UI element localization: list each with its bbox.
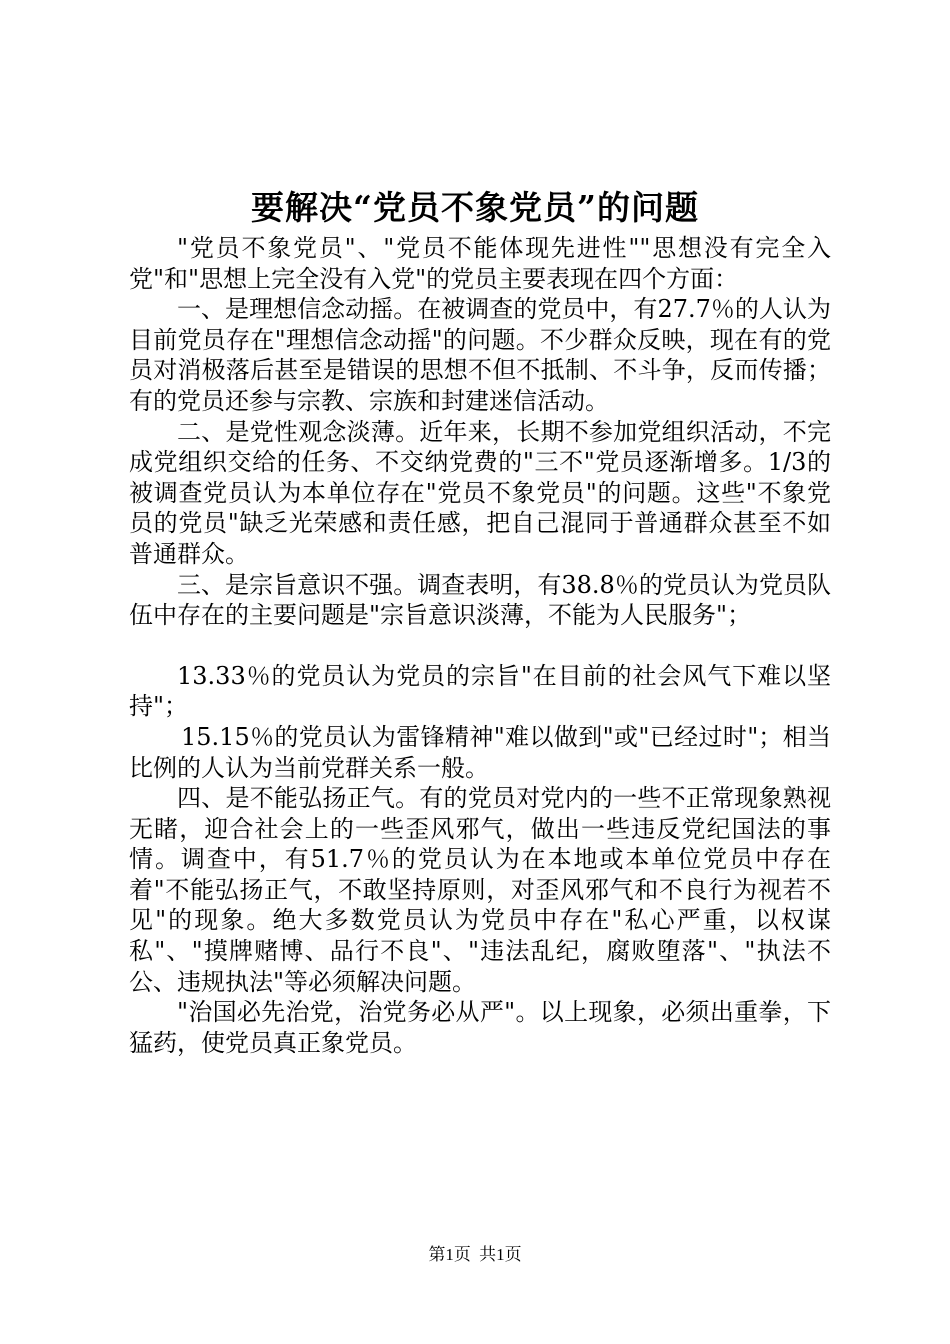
paragraph-point-four: 四、是不能弘扬正气。有的党员对党内的一些不正常现象熟视无睹，迎合社会上的一些歪风邪气，做出一些违反党纪国法的事情。调查中，有51.7％的党员认为在本地或本单位党员中存在着"不能弘扬正气，不敢坚持原则，对歪风邪气和不良行为视若不见"的现象。绝大多数党员认为党员中存在"私心严重，以权谋私"、"摸牌赌博、品行不良"、"违法乱纪，腐败堕落"、"执法不公、违规执法"等必须解决问题。 [129, 784, 831, 996]
paragraph-point-three-stat-a: 13.33％的党员认为党员的宗旨"在目前的社会风气下难以坚持"； [129, 661, 831, 721]
paragraph-point-one: 一、是理想信念动摇。在被调查的党员中，有27.7％的人认为目前党员存在"理想信念动摇"的问题。不少群众反映，现在有的党员对消极落后甚至是错误的思想不但不抵制、不斗争，反而传播；有的党员还参与宗教、宗族和封建迷信活动。 [129, 295, 831, 415]
paragraph-conclusion: "治国必先治党，治党务必从严"。以上现象，必须出重拳，下猛药，使党员真正象党员。 [129, 998, 831, 1057]
paragraph-point-three-stat-b: 15.15％的党员认为雷锋精神"难以做到"或"已经过时"；相当比例的人认为当前党群关系一般。 [129, 722, 831, 782]
document-body [129, 233, 831, 1058]
document-title: 要解决“党员不象党员”的问题 [251, 188, 699, 227]
paragraph-intro: "党员不象党员"、"党员不能体现先进性""思想没有完全入党"和"思想上完全没有入党"的党员主要表现在四个方面： [129, 234, 831, 293]
paragraph-point-two: 二、是党性观念淡薄。近年来，长期不参加党组织活动，不完成党组织交给的任务、不交纳党费的"三不"党员逐渐增多。1/3的被调查党员认为本单位存在"党员不象党员"的问题。这些"不象党员的党员"缺乏光荣感和责任感，把自己混同于普通群众甚至不如普通群众。 [129, 417, 831, 568]
page-number: 第1页 [428, 1245, 471, 1264]
page-total: 共1页 [479, 1245, 522, 1264]
page-footer [0, 1244, 950, 1266]
paragraph-point-three: 三、是宗旨意识不强。调查表明，有38.8％的党员认为党员队伍中存在的主要问题是"宗旨意识淡薄，不能为人民服务"； [129, 570, 831, 630]
